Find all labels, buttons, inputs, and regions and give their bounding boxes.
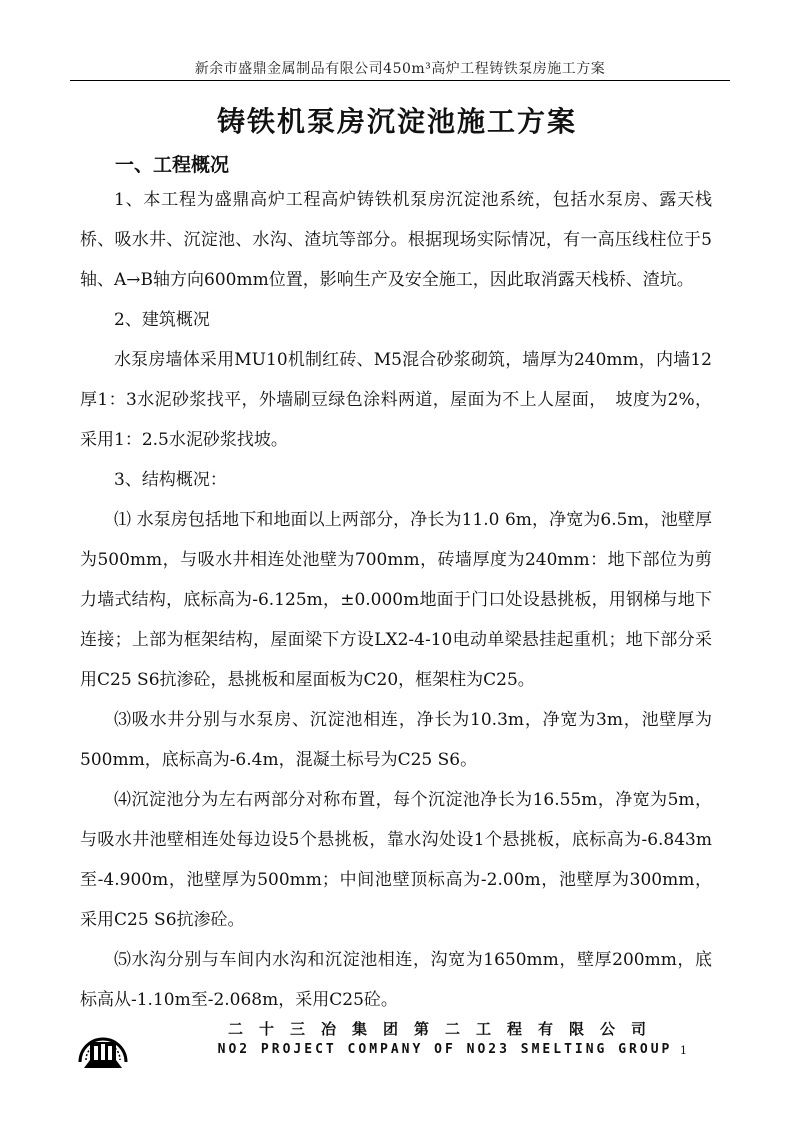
- document-title: 铸铁机泵房沉淀池施工方案: [216, 105, 577, 138]
- paragraph-sedimentation-tank: ⑷沉淀池分为左右两部分对称布置，每个沉淀池净长为16.55m，净宽为5m，与吸水井池壁相连处每边设5个悬挑板，靠水沟处设1个悬挑板，底标高为-6.843m至-4.900m，池壁厚为500mm；中间池壁顶标高为-2.00m，池壁厚为300mm，采用C25 S6抗渗砼。: [80, 790, 712, 930]
- subheading-architecture: 2、建筑概况: [114, 310, 210, 330]
- page-number: 1: [680, 1044, 687, 1057]
- subheading-structure: 3、结构概况：: [114, 470, 227, 490]
- page-header: 新余市盛鼎金属制品有限公司450m³高炉工程铸铁泵房施工方案: [194, 61, 606, 77]
- company-logo-icon: [76, 1018, 130, 1072]
- paragraph-suction-well: ⑶吸水井分别与水泵房、沉淀池相连，净长为10.3m，净宽为3m，池壁厚为500mm，底标高为-6.4m，混凝土标号为C25 S6。: [80, 710, 712, 770]
- paragraph-water-ditch: ⑸水沟分别与车间内水沟和沉淀池相连，沟宽为1650mm，壁厚200mm，底标高从-1.10m至-2.068m，采用C25砼。: [80, 950, 712, 1010]
- paragraph-overview: 1、本工程为盛鼎高炉工程高炉铸铁机泵房沉淀池系统，包括水泵房、露天栈桥、吸水井、沉淀池、水沟、渣坑等部分。根据现场实际情况，有一高压线柱位于5轴、A→B轴方向600mm位置，影响生产及安全施工，因此取消露天栈桥、渣坑。: [80, 190, 712, 290]
- document-body: [80, 180, 712, 1020]
- header-divider: [70, 80, 730, 81]
- section-heading: 一、工程概况: [115, 154, 230, 176]
- paragraph-architecture: 水泵房墙体采用MU10机制红砖、M5混合砂浆砌筑，墙厚为240mm，内墙12厚1：3水泥砂浆找平，外墙刷豆绿色涂料两道，屋面为不上人屋面， 坡度为2%，采用1：2.5水泥砂浆找坡。: [80, 350, 712, 450]
- company-name-chinese: 二十三冶集团第二工程有限公司: [227, 1020, 662, 1038]
- paragraph-pump-house: ⑴ 水泵房包括地下和地面以上两部分，净长为11.0 6m，净宽为6.5m，池壁厚为500mm，与吸水井相连处池壁为700mm，砖墙厚度为240mm：地下部位为剪力墙式结构，底标高为-6.125m，±0.000m地面于门口处设悬挑板，用钢梯与地下连接；上部为框架结构，屋面梁下方设LX2-4-10电动单梁悬挂起重机；地下部分采用C25 S6抗渗砼，悬挑板和屋面板为C20，框架柱为C25。: [80, 510, 712, 690]
- company-name-english: NO2 PROJECT COMPANY OF NO23 SMELTING GROUP: [217, 1042, 673, 1057]
- page-footer: [70, 1018, 730, 1073]
